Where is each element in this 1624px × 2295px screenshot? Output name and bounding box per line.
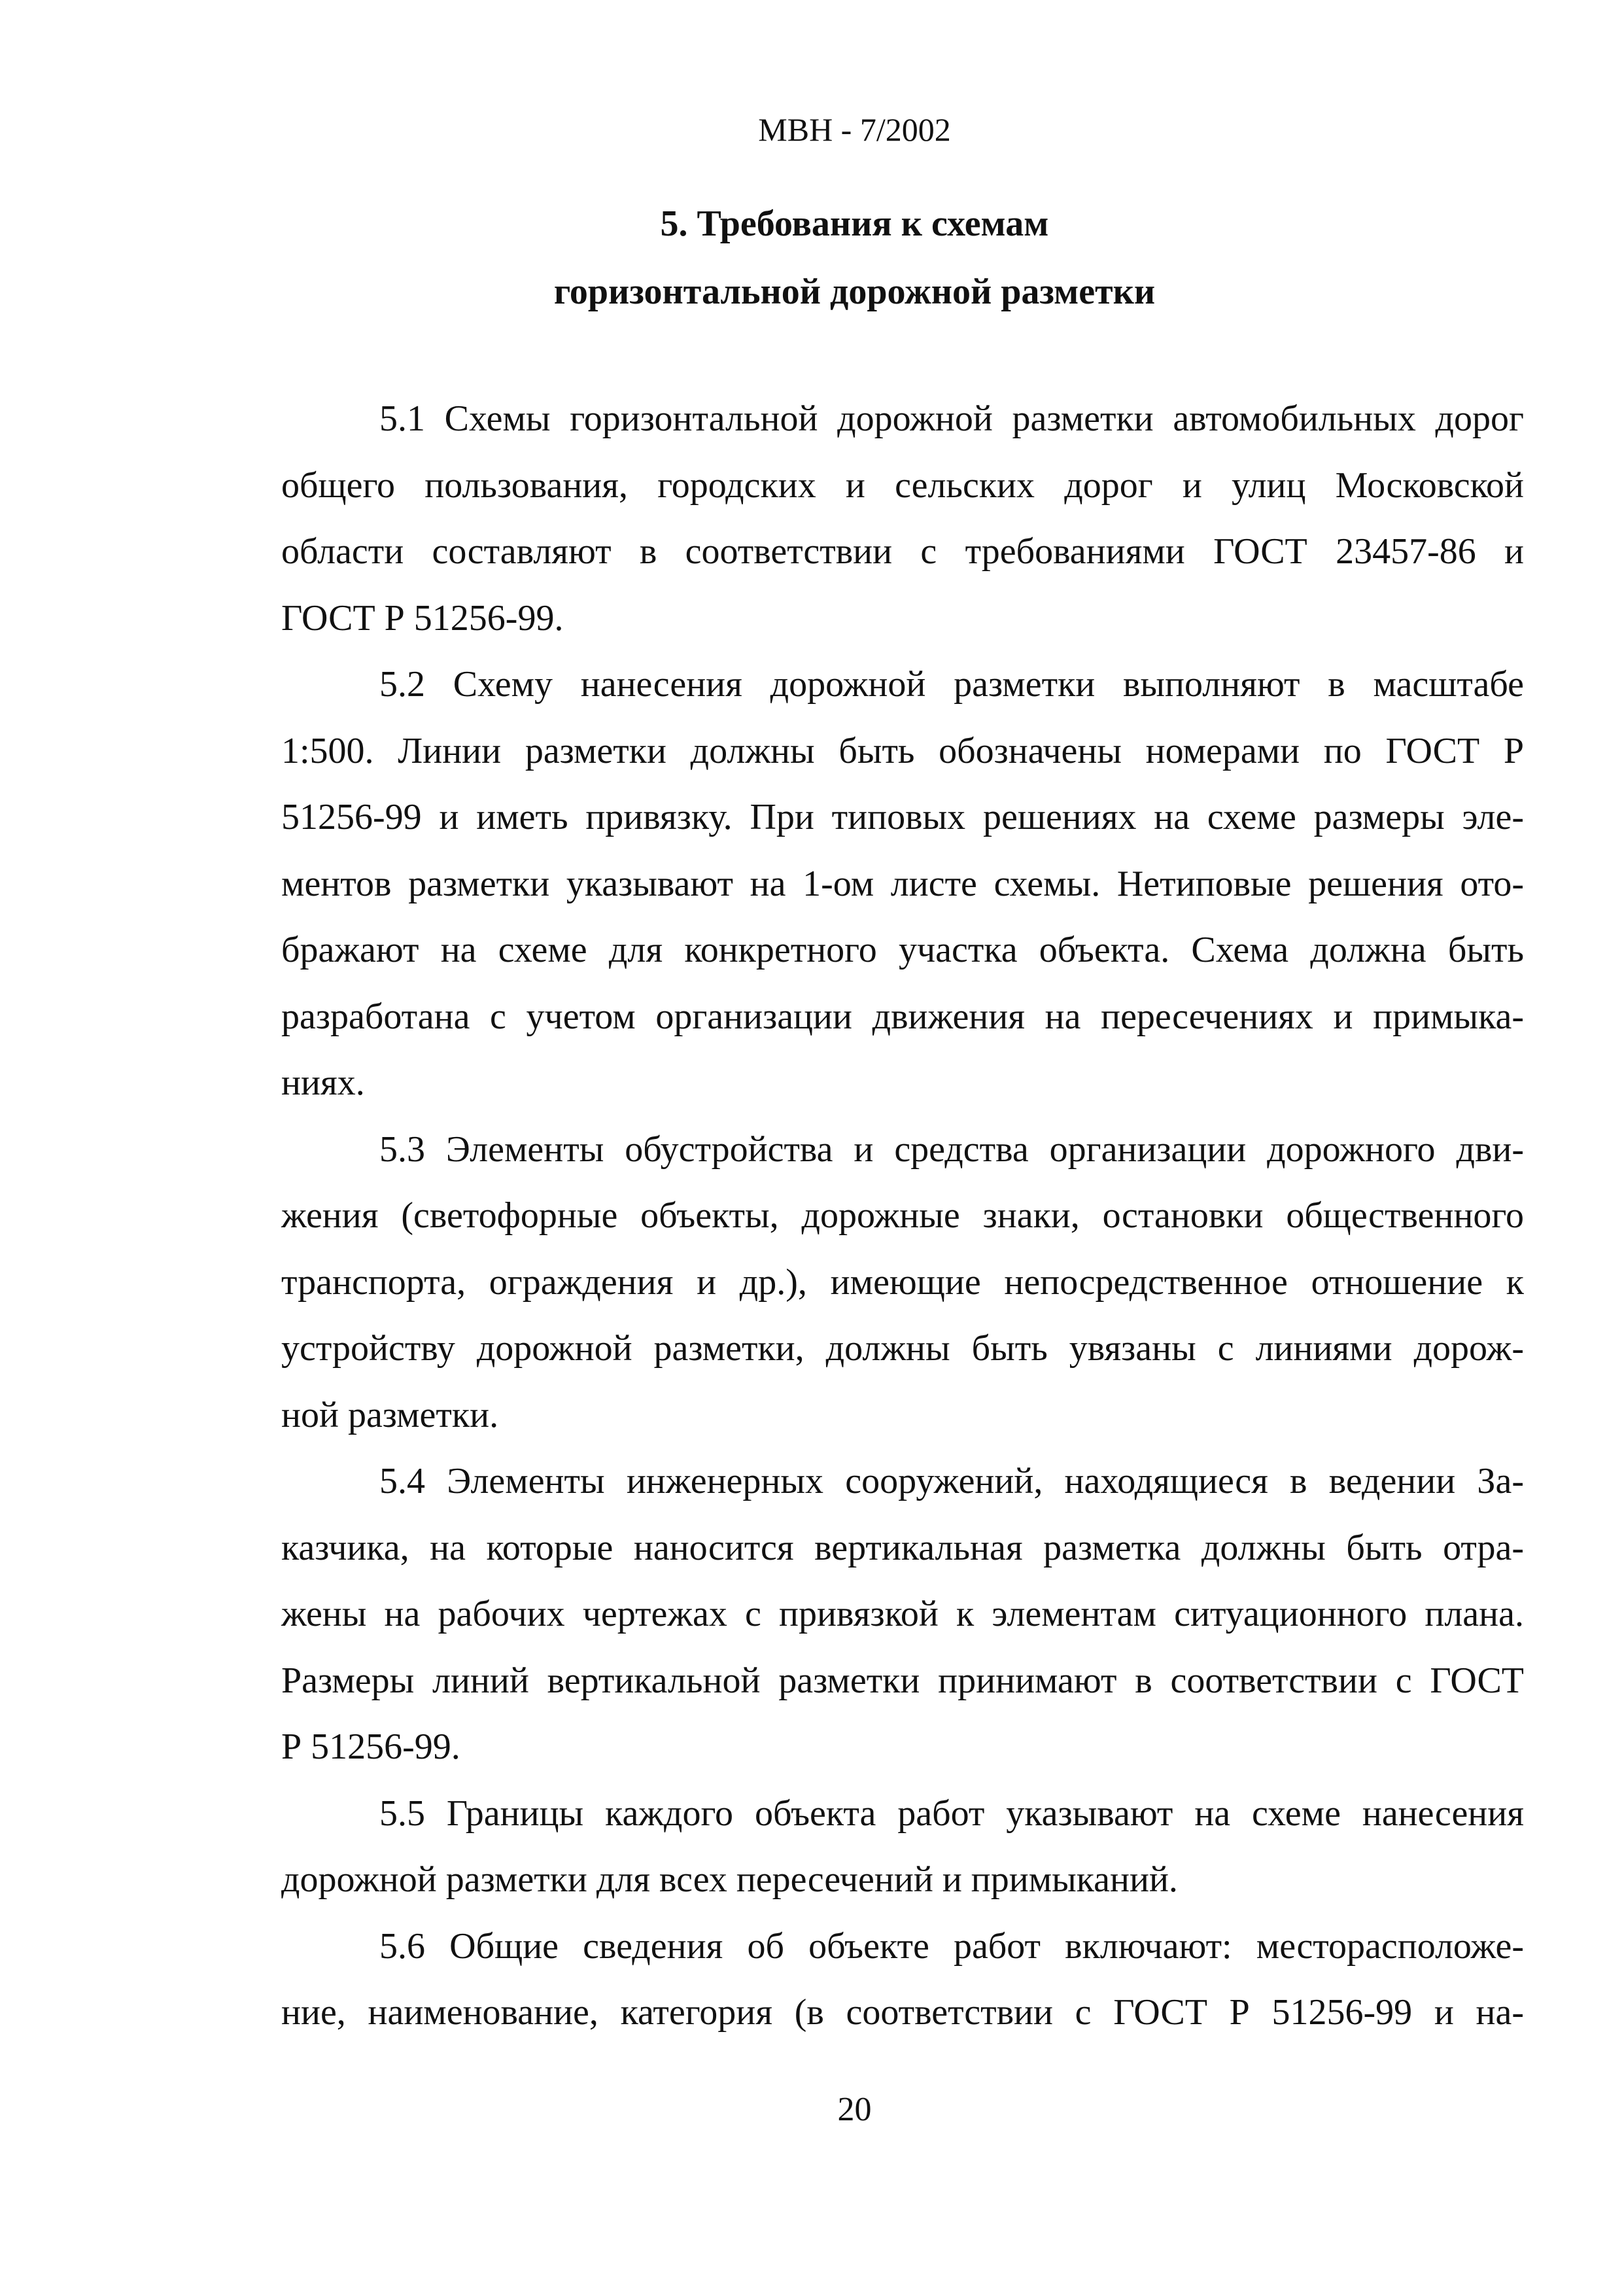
paragraph-line: Р 51256-99. (281, 1726, 460, 1767)
paragraph-5-2 (281, 652, 1524, 1117)
paragraph-line: устройству дорожной разметки, должны быть увязаны с линиями дорож- (281, 1328, 1524, 1369)
document-code: МВН - 7/2002 (758, 111, 951, 148)
paragraph-5-6 (281, 1914, 1524, 2046)
section-title (0, 190, 1624, 326)
paragraph-line: общего пользования, городских и сельских дорог и улиц Московской (281, 464, 1524, 506)
paragraph-5-5 (281, 1781, 1524, 1914)
paragraph-line: транспорта, ограждения и др.), имеющие непосредственное отношение к (281, 1261, 1524, 1303)
paragraph-line: ниях. (281, 1062, 365, 1103)
paragraph-line: 5.6 Общие сведения об объекте работ включают: месторасположе- (379, 1925, 1524, 1967)
paragraph-line: Размеры линий вертикальной разметки принимают в соответствии с ГОСТ (281, 1660, 1524, 1701)
paragraph-line: ние, наименование, категория (в соответствии с ГОСТ Р 51256-99 и на- (281, 1992, 1524, 2033)
page-number: 20 (837, 2091, 872, 2128)
paragraph-line: 1:500. Линии разметки должны быть обозначены номерами по ГОСТ Р (281, 730, 1524, 771)
paragraph-5-3 (281, 1117, 1524, 1449)
body-text (281, 386, 1524, 2046)
paragraph-line: ГОСТ Р 51256-99. (281, 597, 564, 639)
section-title-line-1: 5. Требования к схемам (660, 203, 1049, 244)
paragraph-line: 5.2 Схему нанесения дорожной разметки выполняют в масштабе (379, 664, 1524, 705)
paragraph-line: разработана с учетом организации движения на пересечениях и примыка- (281, 996, 1524, 1037)
paragraph-line: ментов разметки указывают на 1-ом листе схемы. Нетиповые решения ото- (281, 863, 1524, 904)
paragraph-line: казчика, на которые наносится вертикальная разметка должны быть отра- (281, 1527, 1524, 1568)
paragraph-line: жения (светофорные объекты, дорожные знаки, остановки общественного (281, 1195, 1524, 1236)
paragraph-line: дорожной разметки для всех пересечений и примыканий. (281, 1859, 1178, 1900)
section-title-line-2: горизонтальной дорожной разметки (553, 272, 1156, 312)
paragraph-line: 5.5 Границы каждого объекта работ указывают на схеме нанесения (379, 1793, 1524, 1834)
paragraph-line: 5.1 Схемы горизонтальной дорожной разметки автомобильных дорог (379, 398, 1524, 439)
paragraph-5-1 (281, 386, 1524, 652)
paragraph-line: 5.4 Элементы инженерных сооружений, находящиеся в ведении За- (379, 1461, 1524, 1501)
paragraph-line: жены на рабочих чертежах с привязкой к элементам ситуационного плана. (281, 1594, 1524, 1634)
paragraph-line: ной разметки. (281, 1394, 499, 1435)
paragraph-line: 51256-99 и иметь привязку. При типовых решениях на схеме размеры эле- (281, 797, 1524, 837)
paragraph-line: бражают на схеме для конкретного участка объекта. Схема должна быть (281, 930, 1524, 970)
paragraph-line: области составляют в соответствии с требованиями ГОСТ 23457-86 и (281, 531, 1524, 572)
paragraph-line: 5.3 Элементы обустройства и средства организации дорожного дви- (379, 1129, 1524, 1170)
paragraph-5-4 (281, 1448, 1524, 1781)
